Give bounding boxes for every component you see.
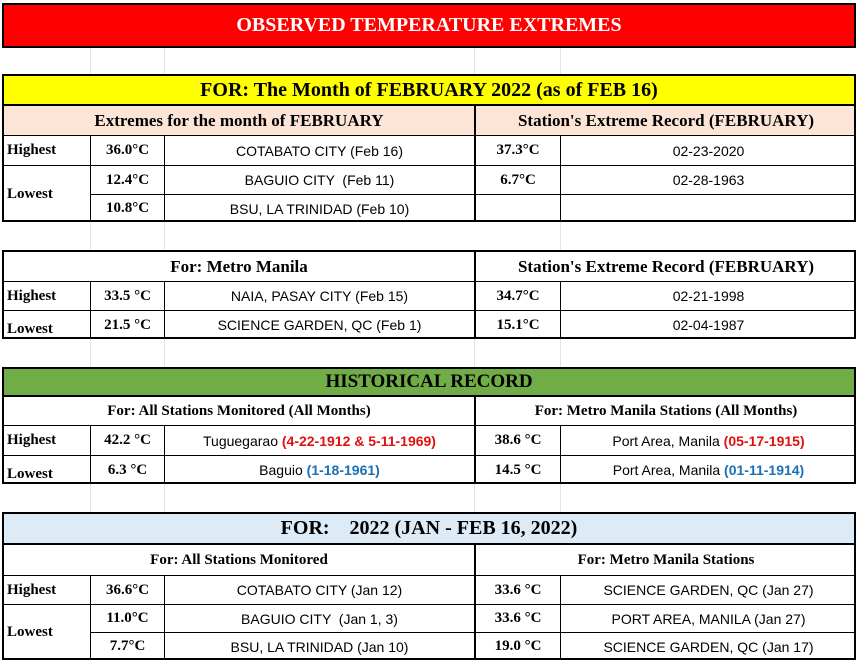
manila-row2-place: SCIENCE GARDEN, QC (Feb 1) [217, 317, 422, 333]
month-header [2, 74, 856, 106]
historical-row2-rec-station: Port Area, Manila [612, 462, 725, 478]
manila-row2-temp: 21.5 °C [104, 316, 151, 333]
historical-row2-temp: 6.3 °C [107, 461, 148, 478]
historical-row1-rec-date: (05-17-1915) [723, 432, 805, 449]
year-row3-rec-place: SCIENCE GARDEN, QC (Jan 17) [603, 638, 814, 655]
year-row3-temp: 7.7°C [109, 638, 146, 654]
feb-row1-temp: 36.0°C [105, 142, 150, 158]
historical-row2-rec-temp: 14.5 °C [494, 461, 542, 478]
feb-row3-temp: 10.8°C [105, 200, 150, 216]
year-row3-rec-temp: 19.0 °C [494, 638, 542, 654]
year-row3-place: BSU, LA TRINIDAD (Jan 10) [230, 638, 409, 655]
manila-row1-rec-temp: 34.7°C [496, 287, 540, 304]
manila-row1-temp: 33.5 °C [104, 287, 151, 304]
historical-right-header: For: Metro Manila Stations (All Months) [534, 402, 798, 419]
title-bar [2, 3, 856, 48]
historical-row2-rec-place [561, 456, 856, 484]
feb-row2-rec-temp: 6.7°C [500, 171, 536, 188]
manila-left-header: For: Metro Manila [170, 256, 308, 276]
historical-title-bar [2, 367, 856, 397]
year-row2-rec-temp: 33.6 °C [494, 610, 542, 626]
year-row1-place: COTABATO CITY (Jan 12) [236, 582, 403, 598]
historical-row1-rec-station: Port Area, Manila [612, 432, 724, 449]
historical-row1-date: (4-22-1912 & 5-11-1969) [281, 432, 436, 449]
page-title: OBSERVED TEMPERATURE EXTREMES [236, 14, 622, 36]
feb-row1-place: COTABATO CITY (Feb 16) [235, 142, 403, 159]
historical-highest-label: Highest [7, 432, 57, 448]
manila-highest-label: Highest [7, 287, 57, 304]
feb-row2-place: BAGUIO CITY (Feb 11) [244, 172, 395, 188]
manila-row1-place: NAIA, PASAY CITY (Feb 15) [230, 288, 409, 304]
year-row2-rec-place: PORT AREA, MANILA (Jan 27) [611, 610, 806, 627]
year-lowest-label: Lowest [7, 624, 53, 640]
historical-row2-rec-date: (01-11-1914) [724, 462, 805, 478]
historical-row2-place [165, 456, 474, 484]
feb-lowest-label: Lowest [7, 185, 53, 202]
feb-row3-place: BSU, LA TRINIDAD (Feb 10) [229, 200, 410, 217]
historical-row1-rec-temp: 38.6 °C [494, 432, 542, 448]
manila-row2-rec-date: 02-04-1987 [672, 317, 745, 333]
historical-title: HISTORICAL RECORD [325, 371, 533, 392]
month-header-label: FOR: The Month of FEBRUARY 2022 (as of FEB 16) [200, 79, 658, 101]
feb-highest-label: Highest [7, 142, 57, 158]
historical-lowest-label: Lowest [7, 465, 53, 482]
year-title-bar [2, 512, 856, 545]
feb-row2-rec-date: 02-28-1963 [672, 172, 745, 188]
manila-right-header: Station's Extreme Record (FEBRUARY) [517, 256, 815, 276]
feb-left-header: Extremes for the month of FEBRUARY [94, 110, 384, 130]
year-title: FOR: 2022 (JAN - FEB 16, 2022) [280, 517, 578, 539]
year-row1-rec-place: SCIENCE GARDEN, QC (Jan 27) [603, 582, 814, 598]
feb-right-header: Station's Extreme Record (FEBRUARY) [517, 110, 815, 130]
manila-row2-rec-temp: 15.1°C [496, 316, 540, 333]
historical-row2-station: Baguio [259, 462, 307, 478]
manila-lowest-label: Lowest [7, 320, 53, 337]
feb-row1-rec-date: 02-23-2020 [672, 142, 745, 159]
year-right-header: For: Metro Manila Stations [577, 552, 755, 568]
year-row2-temp: 11.0°C [106, 610, 149, 626]
feb-row1-rec-temp: 37.3°C [496, 142, 540, 158]
historical-row1-station: Tuguegarao [203, 432, 282, 449]
historical-row1-rec-place [561, 426, 856, 455]
historical-row2-date: (1-18-1961) [306, 462, 380, 478]
year-left-header: For: All Stations Monitored [150, 552, 328, 568]
year-row1-temp: 36.6°C [105, 581, 150, 598]
historical-row1-place [165, 426, 474, 455]
year-row2-place: BAGUIO CITY (Jan 1, 3) [241, 610, 398, 627]
year-row1-rec-temp: 33.6 °C [494, 581, 542, 598]
year-highest-label: Highest [7, 581, 57, 598]
feb-row2-temp: 12.4°C [105, 171, 150, 188]
historical-left-header: For: All Stations Monitored (All Months) [107, 402, 371, 419]
historical-row1-temp: 42.2 °C [104, 432, 151, 448]
manila-row1-rec-date: 02-21-1998 [672, 288, 745, 304]
